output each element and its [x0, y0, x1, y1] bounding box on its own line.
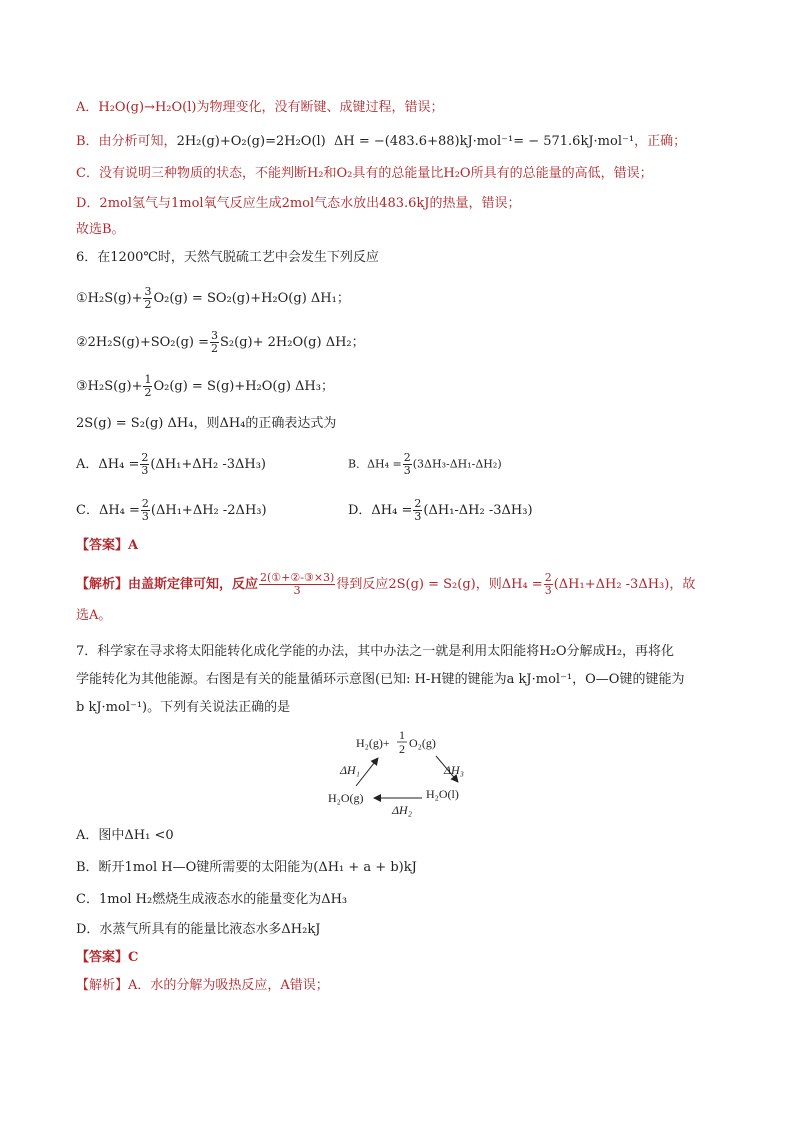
- q6-opt-c-fraction: $\frac{2}{3}$: [141, 497, 149, 523]
- q6-r1-fraction: $\frac{3}{2}$: [144, 285, 152, 311]
- diagram-bottom-right: H₂O(l): [426, 787, 459, 801]
- q7-option-c[interactable]: C．1mol H₂燃烧生成液态水的能量变化为ΔH₃: [76, 892, 348, 907]
- q6-opt-d-pre: D．ΔH₄ =: [348, 503, 413, 518]
- q6-option-b[interactable]: [348, 452, 502, 477]
- q6-reaction-1: [76, 286, 350, 311]
- q6-analysis-pre: 【解析】由盖斯定律可知，反应: [76, 577, 259, 592]
- q6-analysis: [76, 572, 695, 597]
- q6-analysis-mid: 得到反应2S(g) = S₂(g)，则ΔH₄ =: [336, 577, 543, 592]
- q6-reaction-2: [76, 330, 365, 355]
- q6-r1-post: O₂(g) = SO₂(g)+H₂O(g) ΔH₁；: [153, 291, 350, 306]
- q7-stem-line2: 学能转化为其他能源。右图是有关的能量循环示意图(已知: H-H键的键能为a kJ·mol⁻¹，O—O键的键能为: [76, 672, 685, 687]
- diagram-top-frac-den: 2: [399, 742, 405, 756]
- q6-analysis-post: (ΔH₁+ΔH₂ -3ΔH₃)，故: [553, 577, 696, 592]
- q6-opt-b-pre: B．ΔH₄ =: [348, 457, 402, 471]
- q7-stem-line3: b kJ·mol⁻¹)。下列有关说法正确的是: [76, 700, 291, 715]
- q6-analysis-fraction: $\frac{\text{2(①+②-③×3)}}{3}$: [260, 571, 335, 597]
- diagram-right-label: ΔH₃: [444, 763, 464, 777]
- q6-opt-a-post: (ΔH₁+ΔH₂ -3ΔH₃): [150, 457, 267, 472]
- explanation-option-b: [76, 132, 686, 152]
- explanation-b-prefix: B．由分析可知，: [76, 134, 177, 149]
- q7-stem-line1: 7．科学家在寻求将太阳能转化成化学能的办法，其中办法之一就是利用太阳能将H₂O分解成H₂，再将化: [76, 644, 675, 659]
- q6-r2-pre: ②2H₂S(g)+SO₂(g) =: [76, 335, 210, 350]
- explanation-option-d: D．2mol氢气与1mol氧气反应生成2mol气态水放出483.6kJ的热量，错误；: [76, 196, 521, 211]
- diagram-top-post: O₂(g): [409, 736, 436, 750]
- q7-answer: 【答案】C: [76, 950, 139, 965]
- q6-opt-d-post: (ΔH₁-ΔH₂ -3ΔH₃): [423, 503, 533, 518]
- q6-analysis-line2: 选A。: [76, 608, 112, 623]
- q6-r1-pre: ①H₂S(g)+: [76, 291, 143, 306]
- q7-option-d[interactable]: D．水蒸气所具有的能量比液态水多ΔH₂kJ: [76, 922, 321, 937]
- q7-analysis: 【解析】A．水的分解为吸热反应，A错误；: [76, 978, 329, 993]
- q6-r2-post: S₂(g)+ 2H₂O(g) ΔH₂；: [220, 335, 365, 350]
- q6-opt-d-fraction: $\frac{2}{3}$: [414, 497, 422, 523]
- explanation-b-equation: 2H₂(g)+O₂(g)=2H₂O(l): [176, 134, 326, 149]
- q6-r2-fraction: $\frac{3}{2}$: [211, 329, 219, 355]
- diagram-top-frac-num: 1: [399, 728, 405, 742]
- q6-opt-c-pre: C．ΔH₄ =: [76, 503, 140, 518]
- q6-option-a[interactable]: [76, 452, 266, 477]
- energy-cycle-diagram: [326, 728, 476, 820]
- explanation-conclusion: 故选B。: [76, 222, 125, 237]
- explanation-b-suffix: ，正确；: [634, 134, 687, 149]
- diagram-bottom-label: ΔH₂: [392, 803, 412, 817]
- diagram-bottom-left: H₂O(g): [328, 791, 364, 805]
- diagram-left-label: ΔH₁: [340, 763, 360, 777]
- q6-option-c[interactable]: [76, 498, 267, 523]
- q6-opt-b-post: (3ΔH₃-ΔH₁-ΔH₂): [412, 457, 502, 471]
- q6-opt-b-fraction: $\frac{2}{3}$: [403, 451, 411, 477]
- q7-option-a[interactable]: A．图中ΔH₁ <0: [76, 828, 174, 843]
- q6-answer: 【答案】A: [76, 538, 139, 553]
- q6-opt-a-pre: A．ΔH₄ =: [76, 457, 140, 472]
- q6-option-d[interactable]: [348, 498, 533, 523]
- q6-r3-pre: ③H₂S(g)+: [76, 379, 143, 394]
- q6-opt-c-post: (ΔH₁+ΔH₂ -2ΔH₃): [150, 503, 267, 518]
- explanation-b-enthalpy: ΔH = −(483.6+88)kJ·mol⁻¹= − 571.6kJ·mol⁻¹: [334, 134, 635, 149]
- q6-reaction-3: [76, 374, 334, 399]
- q7-option-b[interactable]: B．断开1mol H—O键所需要的太阳能为(ΔH₁ + a + b)kJ: [76, 860, 417, 875]
- explanation-option-a: A．H₂O(g)→H₂O(l)为物理变化，没有断键、成键过程，错误；: [76, 100, 444, 115]
- q6-stem: 6．在1200℃时，天然气脱硫工艺中会发生下列反应: [76, 250, 379, 265]
- q6-opt-a-fraction: $\frac{2}{3}$: [141, 451, 149, 477]
- q6-r3-post: O₂(g) = S(g)+H₂O(g) ΔH₃；: [153, 379, 334, 394]
- diagram-top-pre: H₂(g)+: [356, 736, 390, 750]
- q6-r3-fraction: $\frac{1}{2}$: [144, 373, 152, 399]
- q6-reaction-4: 2S(g) = S₂(g) ΔH₄，则ΔH₄的正确表达式为: [76, 416, 337, 431]
- explanation-option-c: C．没有说明三种物质的状态，不能判断H₂和O₂具有的总能量比H₂O所具有的总能量的高低，错误；: [76, 166, 653, 181]
- q6-analysis-fraction-2: $\frac{2}{3}$: [544, 571, 552, 597]
